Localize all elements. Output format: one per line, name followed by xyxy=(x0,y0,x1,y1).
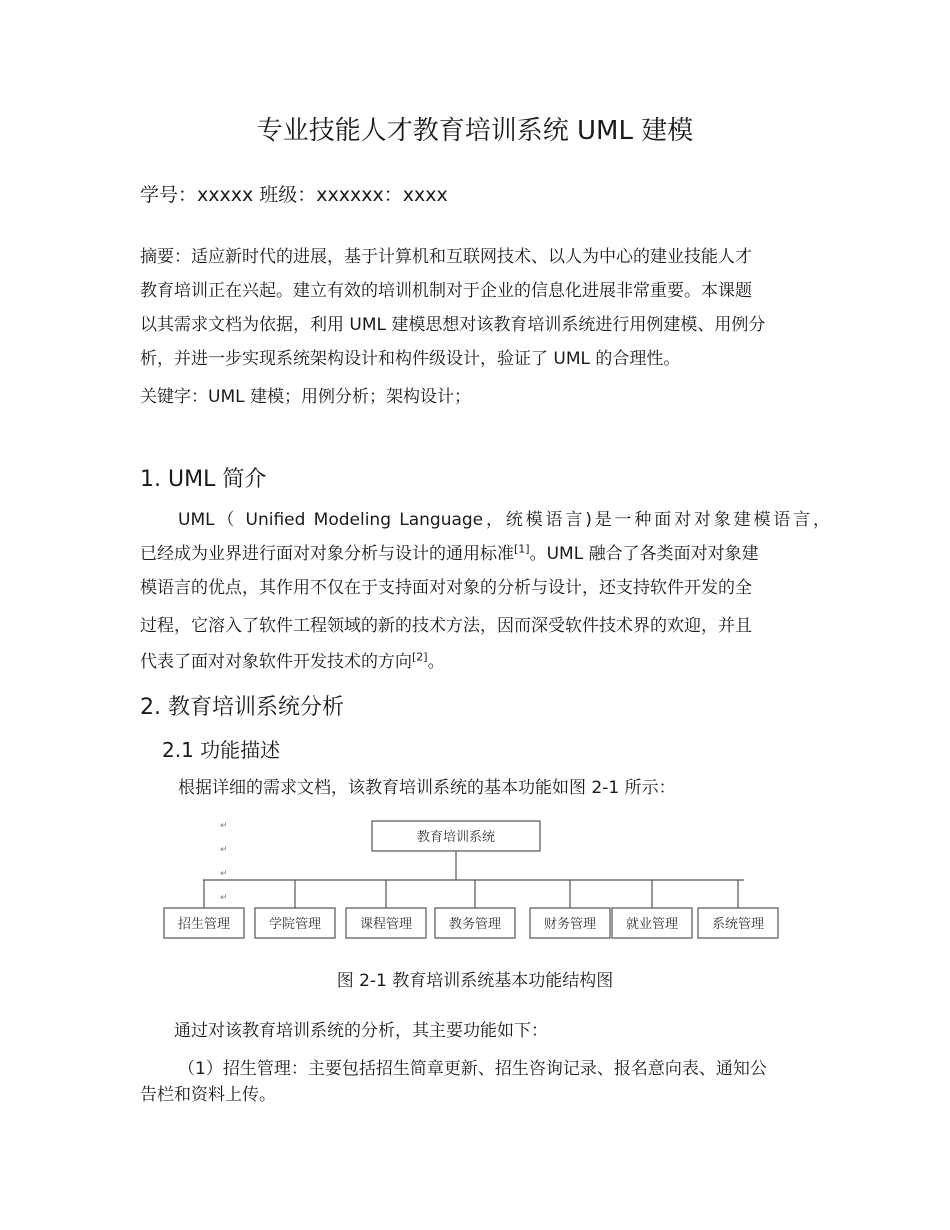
child-node-label: 课程管理 xyxy=(359,917,413,932)
analysis-intro: 通过对该教育培训系统的分析，其主要功能如下： xyxy=(174,1021,548,1041)
paragraph-text: 代表了面对对象软件开发技术的方向 xyxy=(140,652,412,672)
child-node-label: 就业管理 xyxy=(625,917,679,932)
child-node-label: 财务管理 xyxy=(543,917,597,932)
citation-ref: [2] xyxy=(412,650,428,664)
child-node-label: 招生管理 xyxy=(177,917,231,932)
item-1-line: （1）招生管理：主要包括招生简章更新、招生咨询记录、报名意向表、通知公 xyxy=(178,1059,767,1079)
student-info: 学号：xxxxx 班级：xxxxxx：xxxx xyxy=(140,184,448,206)
abstract-line: 析，并进一步实现系统架构设计和构件级设计，验证了 UML 的合理性。 xyxy=(140,349,681,369)
child-nodes xyxy=(164,880,778,938)
figure-caption: 图 2-1 教育培训系统基本功能结构图 xyxy=(336,971,614,991)
paragraph-line: UML（ Unified Modeling Language，统模语言)是一种面对对象建模语言， xyxy=(178,510,830,530)
paragraph-line xyxy=(140,537,830,571)
return-mark: ↵ xyxy=(220,869,228,879)
paragraph-line: 模语言的优点，其作用不仅在于支持面对对象的分析与设计，还支持软件开发的全 xyxy=(140,578,752,598)
section-2-1-heading: 2.1 功能描述 xyxy=(162,738,281,762)
paragraph-text: 。UML 融合了各类面对对象建 xyxy=(529,544,759,564)
child-node-label: 教务管理 xyxy=(448,917,502,932)
section-2-heading: 2. 教育培训系统分析 xyxy=(140,695,344,720)
citation-ref: [1] xyxy=(514,542,530,556)
paragraph-text: 已经成为业界进行面对对象分析与设计的通用标准 xyxy=(140,544,514,564)
paragraph-line xyxy=(140,645,830,679)
paragraph-text: 。 xyxy=(427,652,445,672)
abstract-line: 摘要：适应新时代的进展，基于计算机和互联网技术、以人为中心的建业技能人才 xyxy=(140,247,752,267)
section-1-heading: 1. UML 简介 xyxy=(140,467,267,492)
return-mark: ↵ xyxy=(220,821,228,831)
keywords: 关键字：UML 建模；用例分析；架构设计； xyxy=(140,387,471,407)
abstract-line: 以其需求文档为依据，利用 UML 建模思想对该教育培训系统进行用例建模、用例分 xyxy=(140,315,766,335)
margin-marks xyxy=(220,821,228,903)
abstract-line: 教育培训正在兴起。建立有效的培训机制对于企业的信息化进展非常重要。本课题 xyxy=(140,281,752,301)
root-node-label: 教育培训系统 xyxy=(416,830,496,845)
item-1-line: 告栏和资料上传。 xyxy=(140,1085,276,1105)
return-mark: ↵ xyxy=(220,893,228,903)
function-structure-diagram xyxy=(150,810,800,950)
child-node-label: 学院管理 xyxy=(268,917,322,932)
figure-intro: 根据详细的需求文档，该教育培训系统的基本功能如图 2-1 所示： xyxy=(178,778,676,798)
return-mark: ↵ xyxy=(220,845,228,855)
child-node-label: 系统管理 xyxy=(711,917,765,932)
document-title: 专业技能人才教育培训系统 UML 建模 xyxy=(256,116,694,146)
paragraph-line: 过程，它溶入了软件工程领域的新的技术方法，因而深受软件技术界的欢迎，并且 xyxy=(140,616,752,636)
